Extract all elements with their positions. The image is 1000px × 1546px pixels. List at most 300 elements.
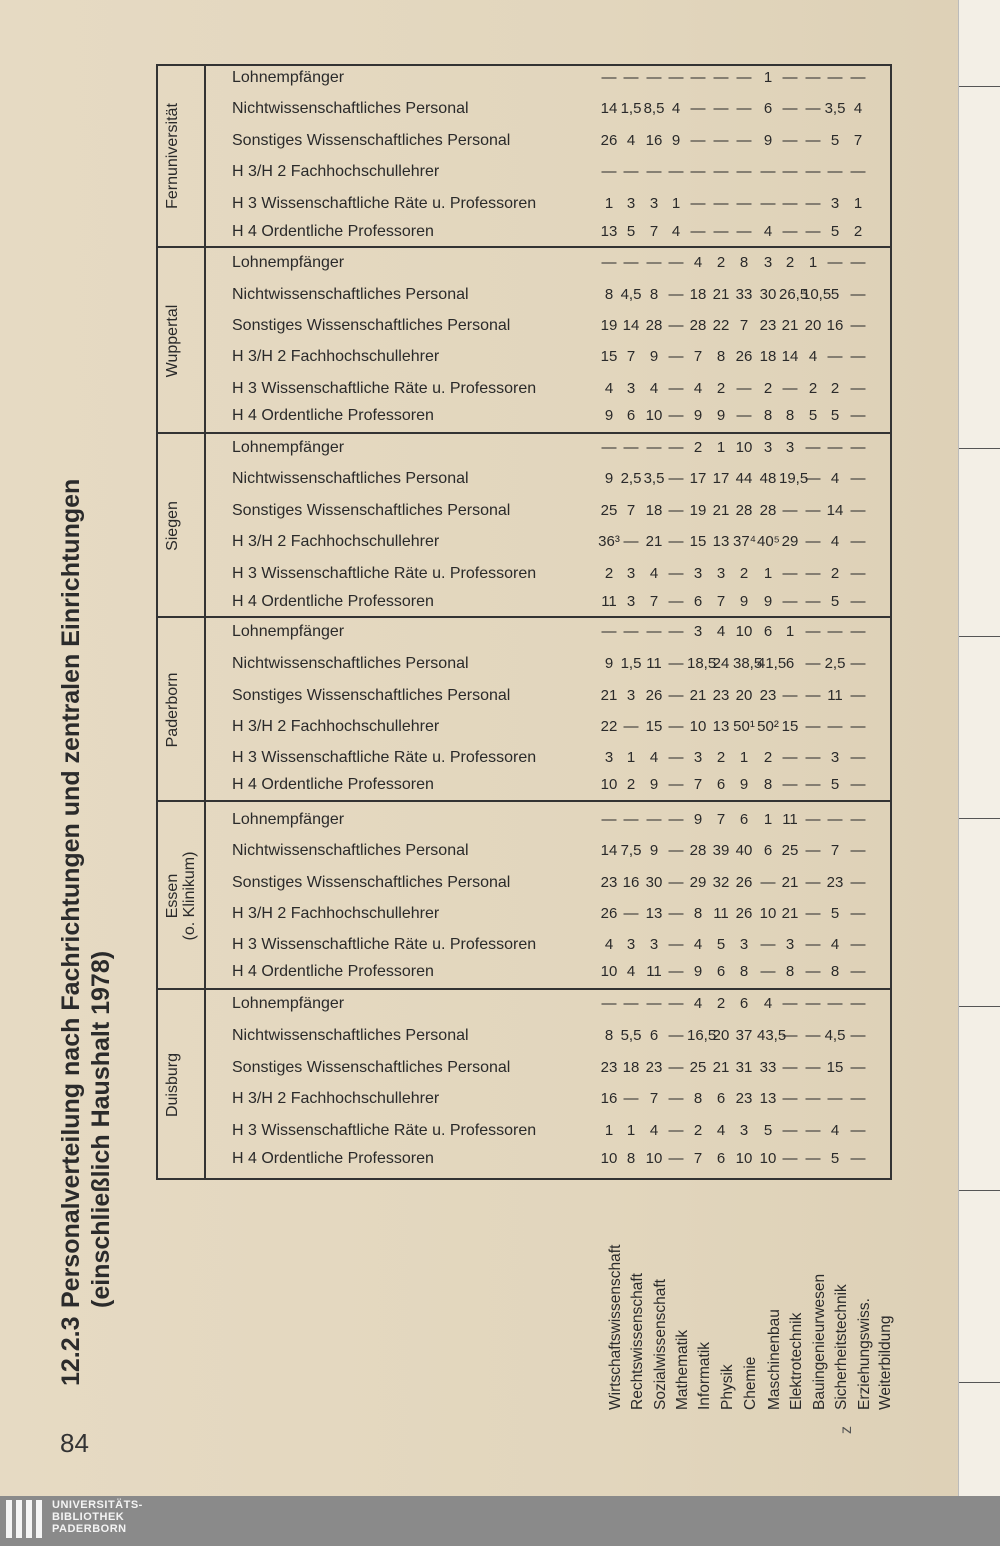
column-label: H 4 Ordentliche Professoren bbox=[232, 776, 434, 793]
table-cell: 16,5 bbox=[687, 1027, 717, 1044]
column-label: Nichtwissenschaftliches Personal bbox=[232, 842, 469, 859]
table-cell: 23 bbox=[759, 317, 777, 334]
column-label: Sonstiges Wissenschaftliches Personal bbox=[232, 874, 511, 891]
table-cell: 11 bbox=[601, 593, 617, 610]
table-cell: 3 bbox=[626, 380, 636, 397]
table-cell: — bbox=[850, 1059, 866, 1076]
table-cell: — bbox=[782, 69, 798, 86]
table-cell: — bbox=[827, 69, 843, 86]
table-cell: 9 bbox=[739, 776, 749, 793]
table-cell: 10 bbox=[689, 718, 707, 735]
table-cell: 3 bbox=[626, 936, 636, 953]
table-cell: — bbox=[713, 163, 729, 180]
table-cell: 5 bbox=[830, 593, 840, 610]
table-cell: 6 bbox=[739, 995, 749, 1012]
table-cell: 3 bbox=[649, 936, 659, 953]
table-cell: — bbox=[805, 749, 821, 766]
table-cell: — bbox=[850, 439, 866, 456]
column-label: H 4 Ordentliche Professoren bbox=[232, 593, 434, 610]
table-cell: 29 bbox=[781, 533, 799, 550]
table-cell: 7 bbox=[693, 348, 703, 365]
table-cell: 41,5 bbox=[757, 655, 787, 672]
table-cell: — bbox=[805, 502, 821, 519]
column-label: H 3 Wissenschaftliche Räte u. Professoren bbox=[232, 1122, 537, 1139]
table-cell: 4 bbox=[830, 470, 840, 487]
table-cell: — bbox=[850, 749, 866, 766]
table-cell: 10 bbox=[735, 623, 753, 640]
table-cell: 4 bbox=[693, 254, 703, 271]
table-cell: 17 bbox=[689, 470, 707, 487]
table-cell: — bbox=[805, 593, 821, 610]
table-cell: 11 bbox=[827, 687, 843, 704]
rule-bottom bbox=[890, 64, 892, 1180]
table-cell: 44 bbox=[735, 470, 753, 487]
table-cell: — bbox=[646, 69, 662, 86]
table-cell: — bbox=[782, 995, 798, 1012]
table-cell: 3 bbox=[693, 749, 703, 766]
group-separator bbox=[156, 432, 892, 434]
column-label: H 3/H 2 Fachhochschullehrer bbox=[232, 163, 440, 180]
table-cell: 6 bbox=[649, 1027, 659, 1044]
table-cell: — bbox=[668, 776, 684, 793]
table-cell: 8 bbox=[763, 407, 773, 424]
table-cell: 4 bbox=[649, 565, 659, 582]
table-cell: — bbox=[782, 1059, 798, 1076]
table-cell: 15 bbox=[826, 1059, 844, 1076]
institution-name bbox=[164, 248, 181, 434]
table-cell: 1 bbox=[716, 439, 726, 456]
column-label: H 3/H 2 Fachhochschullehrer bbox=[232, 718, 440, 735]
table-cell: — bbox=[850, 655, 866, 672]
table-cell: — bbox=[805, 687, 821, 704]
table-cell: — bbox=[850, 842, 866, 859]
table-cell: — bbox=[827, 811, 843, 828]
table-cell: — bbox=[668, 936, 684, 953]
table-cell: 6 bbox=[763, 623, 773, 640]
table-cell: 4 bbox=[693, 936, 703, 953]
table-cell: 22 bbox=[712, 317, 730, 334]
table-cell: 10 bbox=[645, 407, 663, 424]
table-cell: — bbox=[668, 655, 684, 672]
column-label: H 3/H 2 Fachhochschullehrer bbox=[232, 348, 440, 365]
table-cell: — bbox=[827, 995, 843, 1012]
table-cell: — bbox=[805, 470, 821, 487]
table-cell: 4 bbox=[671, 223, 681, 240]
table-cell: — bbox=[668, 687, 684, 704]
table-cell: 1 bbox=[785, 623, 795, 640]
table-cell: 5 bbox=[808, 407, 818, 424]
table-cell: — bbox=[623, 623, 639, 640]
column-label: Lohnempfänger bbox=[232, 439, 345, 456]
table-cell: 14 bbox=[781, 348, 799, 365]
table-cell: 2 bbox=[763, 749, 773, 766]
table-cell: — bbox=[713, 100, 729, 117]
table-cell: — bbox=[850, 380, 866, 397]
table-cell: 21 bbox=[712, 286, 730, 303]
table-cell: 8 bbox=[626, 1150, 636, 1167]
table-cell: — bbox=[805, 655, 821, 672]
table-cell: 2 bbox=[763, 380, 773, 397]
table-cell: 8 bbox=[785, 963, 795, 980]
table-cell: 1,5 bbox=[620, 655, 642, 672]
table-cell: 8 bbox=[739, 963, 749, 980]
library-line: PADERBORN bbox=[52, 1523, 127, 1535]
table-cell: 2 bbox=[785, 254, 795, 271]
table-cell: — bbox=[736, 132, 752, 149]
section-subtitle: (einschließlich Haushalt 1978) bbox=[87, 950, 115, 1308]
table-cell: 13 bbox=[712, 718, 730, 735]
table-cell: 2 bbox=[716, 995, 726, 1012]
table-cell: — bbox=[782, 195, 798, 212]
table-cell: 6 bbox=[693, 593, 703, 610]
table-cell: — bbox=[668, 623, 684, 640]
table-cell: — bbox=[646, 439, 662, 456]
table-cell: — bbox=[850, 995, 866, 1012]
table-cell: — bbox=[668, 749, 684, 766]
table-cell: 26 bbox=[600, 905, 618, 922]
table-cell: — bbox=[850, 1027, 866, 1044]
table-cell: 8 bbox=[693, 1090, 703, 1107]
table-cell: — bbox=[850, 1090, 866, 1107]
table-cell: 6 bbox=[716, 963, 726, 980]
table-cell: — bbox=[782, 163, 798, 180]
table-cell: — bbox=[850, 163, 866, 180]
table-cell: 7 bbox=[693, 1150, 703, 1167]
table-cell: — bbox=[668, 905, 684, 922]
table-cell: 28 bbox=[645, 317, 663, 334]
table-cell: — bbox=[623, 69, 639, 86]
table-cell: 15 bbox=[781, 718, 799, 735]
column-label: Nichtwissenschaftliches Personal bbox=[232, 1027, 469, 1044]
table-cell: 3 bbox=[626, 565, 636, 582]
table-cell: — bbox=[850, 254, 866, 271]
table-cell: — bbox=[805, 565, 821, 582]
table-cell: 5 bbox=[716, 936, 726, 953]
row-label: Wirtschaftswissenschaft bbox=[607, 1244, 624, 1410]
row-label: Weiterbildung bbox=[877, 1315, 894, 1410]
table-cell: 7 bbox=[649, 593, 659, 610]
table-cell: 8 bbox=[739, 254, 749, 271]
table-cell: — bbox=[601, 623, 617, 640]
table-cell: 29 bbox=[689, 874, 707, 891]
table-cell: — bbox=[668, 593, 684, 610]
table-cell: — bbox=[805, 995, 821, 1012]
table-cell: 4,5 bbox=[620, 286, 642, 303]
table-cell: — bbox=[827, 254, 843, 271]
table-cell: 7 bbox=[739, 317, 749, 334]
library-line: UNIVERSITÄTS- bbox=[52, 1499, 143, 1511]
institution-name-line: Essen bbox=[164, 873, 181, 919]
page-number: 84 bbox=[60, 1428, 89, 1458]
table-cell: — bbox=[736, 163, 752, 180]
institution-name-line: Wuppertal bbox=[164, 304, 181, 378]
row-label: Rechtswissenschaft bbox=[629, 1273, 646, 1410]
table-cell: 6 bbox=[785, 655, 795, 672]
table-cell: — bbox=[646, 811, 662, 828]
table-cell: — bbox=[850, 1150, 866, 1167]
column-label: H 4 Ordentliche Professoren bbox=[232, 407, 434, 424]
table-cell: — bbox=[690, 69, 706, 86]
table-cell: 7 bbox=[693, 776, 703, 793]
table-cell: — bbox=[623, 439, 639, 456]
table-cell: 40⁵ bbox=[757, 533, 780, 550]
section-title: Personalverteilung nach Fachrichtungen und zentralen Einrichtungen bbox=[57, 478, 85, 1308]
table-cell: — bbox=[601, 811, 617, 828]
table-cell: 4 bbox=[830, 533, 840, 550]
table-cell: 23 bbox=[600, 874, 618, 891]
table-cell: 1 bbox=[739, 749, 749, 766]
column-label: Lohnempfänger bbox=[232, 254, 345, 271]
handwritten-mark: z bbox=[838, 1426, 855, 1434]
column-label: H 3 Wissenschaftliche Räte u. Professoren bbox=[232, 936, 537, 953]
table-cell: 43,5 bbox=[757, 1027, 787, 1044]
row-label: Erziehungswiss. bbox=[856, 1298, 873, 1410]
table-cell: 2,5 bbox=[620, 470, 642, 487]
table-cell: 10 bbox=[759, 1150, 777, 1167]
table-cell: 8 bbox=[830, 963, 840, 980]
table-cell: — bbox=[668, 1059, 684, 1076]
table-cell: — bbox=[827, 623, 843, 640]
table-cell: — bbox=[760, 195, 776, 212]
table-cell: 5 bbox=[830, 132, 840, 149]
institution-name-line: (o. Klinikum) bbox=[181, 851, 198, 941]
table-cell: 14 bbox=[622, 317, 640, 334]
table-cell: — bbox=[805, 1059, 821, 1076]
row-label: Informatik bbox=[696, 1341, 713, 1410]
table-cell: 9 bbox=[763, 593, 773, 610]
table-cell: — bbox=[850, 776, 866, 793]
table-cell: 9 bbox=[649, 348, 659, 365]
table-cell: — bbox=[850, 1122, 866, 1139]
table-cell: — bbox=[782, 565, 798, 582]
table-cell: — bbox=[668, 1150, 684, 1167]
table-cell: 9 bbox=[604, 655, 614, 672]
table-cell: 7 bbox=[626, 348, 636, 365]
table-cell: 4 bbox=[716, 623, 726, 640]
table-cell: 4 bbox=[626, 963, 636, 980]
table-cell: 7 bbox=[649, 223, 659, 240]
row-label: Bauingenieurwesen bbox=[811, 1273, 828, 1410]
table-cell: 32 bbox=[712, 874, 730, 891]
table-cell: — bbox=[713, 195, 729, 212]
column-label: H 3 Wissenschaftliche Räte u. Professoren bbox=[232, 195, 537, 212]
table-cell: 21 bbox=[689, 687, 707, 704]
table-cell: — bbox=[805, 163, 821, 180]
table-cell: 16 bbox=[622, 874, 640, 891]
table-cell: 9 bbox=[649, 842, 659, 859]
table-cell: 18 bbox=[622, 1059, 640, 1076]
table-cell: — bbox=[850, 407, 866, 424]
table-cell: — bbox=[736, 100, 752, 117]
table-cell: 4 bbox=[693, 995, 703, 1012]
table-cell: 2 bbox=[853, 223, 863, 240]
table-cell: — bbox=[782, 502, 798, 519]
table-cell: 7 bbox=[716, 593, 726, 610]
table-cell: — bbox=[623, 254, 639, 271]
column-label: Sonstiges Wissenschaftliches Personal bbox=[232, 687, 511, 704]
table-cell: 1 bbox=[671, 195, 681, 212]
table-cell: 26 bbox=[645, 687, 663, 704]
table-cell: 2 bbox=[808, 380, 818, 397]
table-cell: 4 bbox=[830, 936, 840, 953]
table-cell: 33 bbox=[759, 1059, 777, 1076]
table-cell: — bbox=[623, 905, 639, 922]
column-label: H 3/H 2 Fachhochschullehrer bbox=[232, 533, 440, 550]
table-cell: 3 bbox=[763, 254, 773, 271]
table-cell: 8 bbox=[604, 1027, 614, 1044]
table-cell: — bbox=[623, 1090, 639, 1107]
column-label: Nichtwissenschaftliches Personal bbox=[232, 100, 469, 117]
table-cell: 50¹ bbox=[733, 718, 755, 735]
table-cell: 1 bbox=[808, 254, 818, 271]
table-cell: 9 bbox=[763, 132, 773, 149]
table-cell: 25 bbox=[689, 1059, 707, 1076]
group-separator bbox=[156, 800, 892, 802]
column-label: Sonstiges Wissenschaftliches Personal bbox=[232, 1059, 511, 1076]
table-cell: 4 bbox=[763, 223, 773, 240]
table-cell: 16 bbox=[645, 132, 663, 149]
table-cell: 36³ bbox=[598, 533, 620, 550]
table-cell: — bbox=[850, 687, 866, 704]
table-cell: 18 bbox=[759, 348, 777, 365]
row-label: Sicherheitstechnik bbox=[833, 1284, 850, 1410]
table-cell: 15 bbox=[645, 718, 663, 735]
table-cell: 8,5 bbox=[643, 100, 665, 117]
table-cell: — bbox=[668, 69, 684, 86]
table-cell: 4 bbox=[693, 380, 703, 397]
table-cell: 4 bbox=[830, 1122, 840, 1139]
table-cell: 8 bbox=[763, 776, 773, 793]
table-cell: — bbox=[805, 936, 821, 953]
institution-name-line: Siegen bbox=[164, 501, 181, 551]
table-cell: 1 bbox=[763, 565, 773, 582]
table-cell: — bbox=[805, 69, 821, 86]
table-cell: — bbox=[713, 223, 729, 240]
table-cell: — bbox=[827, 348, 843, 365]
table-cell: — bbox=[736, 223, 752, 240]
table-cell: 9 bbox=[693, 811, 703, 828]
table-cell: 3 bbox=[739, 936, 749, 953]
table-cell: 8 bbox=[693, 905, 703, 922]
table-cell: 4,5 bbox=[824, 1027, 846, 1044]
column-label: H 3 Wissenschaftliche Räte u. Professoren bbox=[232, 380, 537, 397]
table-cell: — bbox=[850, 533, 866, 550]
table-cell: 20 bbox=[804, 317, 822, 334]
table-cell: 24 bbox=[712, 655, 730, 672]
table-cell: 3,5 bbox=[824, 100, 846, 117]
table-cell: — bbox=[850, 905, 866, 922]
table-cell: 2,5 bbox=[824, 655, 846, 672]
table-cell: 4 bbox=[649, 749, 659, 766]
table-cell: — bbox=[805, 1150, 821, 1167]
column-label: H 3/H 2 Fachhochschullehrer bbox=[232, 905, 440, 922]
table-cell: — bbox=[782, 687, 798, 704]
table-cell: 5 bbox=[830, 776, 840, 793]
table-cell: — bbox=[690, 223, 706, 240]
table-cell: — bbox=[736, 407, 752, 424]
table-cell: 2 bbox=[604, 565, 614, 582]
table-cell: 4 bbox=[808, 348, 818, 365]
table-cell: 16 bbox=[826, 317, 844, 334]
table-cell: 3 bbox=[693, 623, 703, 640]
column-label: H 4 Ordentliche Professoren bbox=[232, 1150, 434, 1167]
table-cell: 15 bbox=[600, 348, 618, 365]
table-cell: 13 bbox=[645, 905, 663, 922]
table-cell: — bbox=[805, 963, 821, 980]
table-cell: 30 bbox=[645, 874, 663, 891]
table-cell: — bbox=[668, 470, 684, 487]
table-cell: 48 bbox=[759, 470, 777, 487]
table-cell: 2 bbox=[693, 439, 703, 456]
table-cell: 3 bbox=[604, 749, 614, 766]
table-cell: — bbox=[850, 317, 866, 334]
table-cell: — bbox=[690, 163, 706, 180]
table-cell: 31 bbox=[735, 1059, 753, 1076]
table-cell: 2 bbox=[693, 1122, 703, 1139]
table-cell: 10 bbox=[600, 1150, 618, 1167]
column-label: H 4 Ordentliche Professoren bbox=[232, 963, 434, 980]
table-cell: — bbox=[782, 223, 798, 240]
institution-name-line: Duisburg bbox=[164, 1052, 181, 1118]
table-cell: — bbox=[850, 470, 866, 487]
table-cell: 13 bbox=[600, 223, 618, 240]
table-cell: 8 bbox=[604, 286, 614, 303]
table-cell: 6 bbox=[763, 842, 773, 859]
column-label: Sonstiges Wissenschaftliches Personal bbox=[232, 132, 511, 149]
table-cell: 6 bbox=[739, 811, 749, 828]
table-cell: — bbox=[782, 100, 798, 117]
table-cell: 5 bbox=[830, 407, 840, 424]
table-cell: 11 bbox=[646, 963, 662, 980]
table-cell: — bbox=[760, 163, 776, 180]
table-cell: — bbox=[646, 995, 662, 1012]
table-cell: 23 bbox=[645, 1059, 663, 1076]
table-cell: 8 bbox=[649, 286, 659, 303]
table-cell: 4 bbox=[716, 1122, 726, 1139]
table-cell: 19,5 bbox=[779, 470, 809, 487]
table-cell: 21 bbox=[781, 317, 799, 334]
table-cell: 1 bbox=[853, 195, 863, 212]
institution-name bbox=[164, 64, 181, 248]
table-cell: 17 bbox=[712, 470, 730, 487]
table-cell: — bbox=[850, 623, 866, 640]
personnel-table bbox=[156, 64, 892, 1180]
table-cell: — bbox=[782, 132, 798, 149]
table-cell: 30 bbox=[759, 286, 777, 303]
institution-name-line: Fernuniversität bbox=[164, 103, 181, 209]
table-cell: 11 bbox=[782, 811, 798, 828]
table-cell: 21 bbox=[600, 687, 618, 704]
table-cell: 23 bbox=[712, 687, 730, 704]
table-cell: 2 bbox=[716, 254, 726, 271]
table-cell: — bbox=[782, 749, 798, 766]
table-cell: — bbox=[805, 132, 821, 149]
table-cell: 1 bbox=[763, 811, 773, 828]
row-label: Mathematik bbox=[674, 1329, 691, 1410]
table-cell: 19 bbox=[600, 317, 618, 334]
institution-name bbox=[164, 990, 181, 1180]
table-cell: — bbox=[805, 718, 821, 735]
table-cell: — bbox=[760, 963, 776, 980]
table-cell: — bbox=[668, 286, 684, 303]
table-cell: 28 bbox=[689, 317, 707, 334]
table-cell: 10 bbox=[759, 905, 777, 922]
table-cell: — bbox=[782, 1150, 798, 1167]
table-cell: 13 bbox=[712, 533, 730, 550]
table-cell: 18 bbox=[645, 502, 663, 519]
rule-header bbox=[204, 64, 206, 1180]
table-cell: — bbox=[668, 348, 684, 365]
